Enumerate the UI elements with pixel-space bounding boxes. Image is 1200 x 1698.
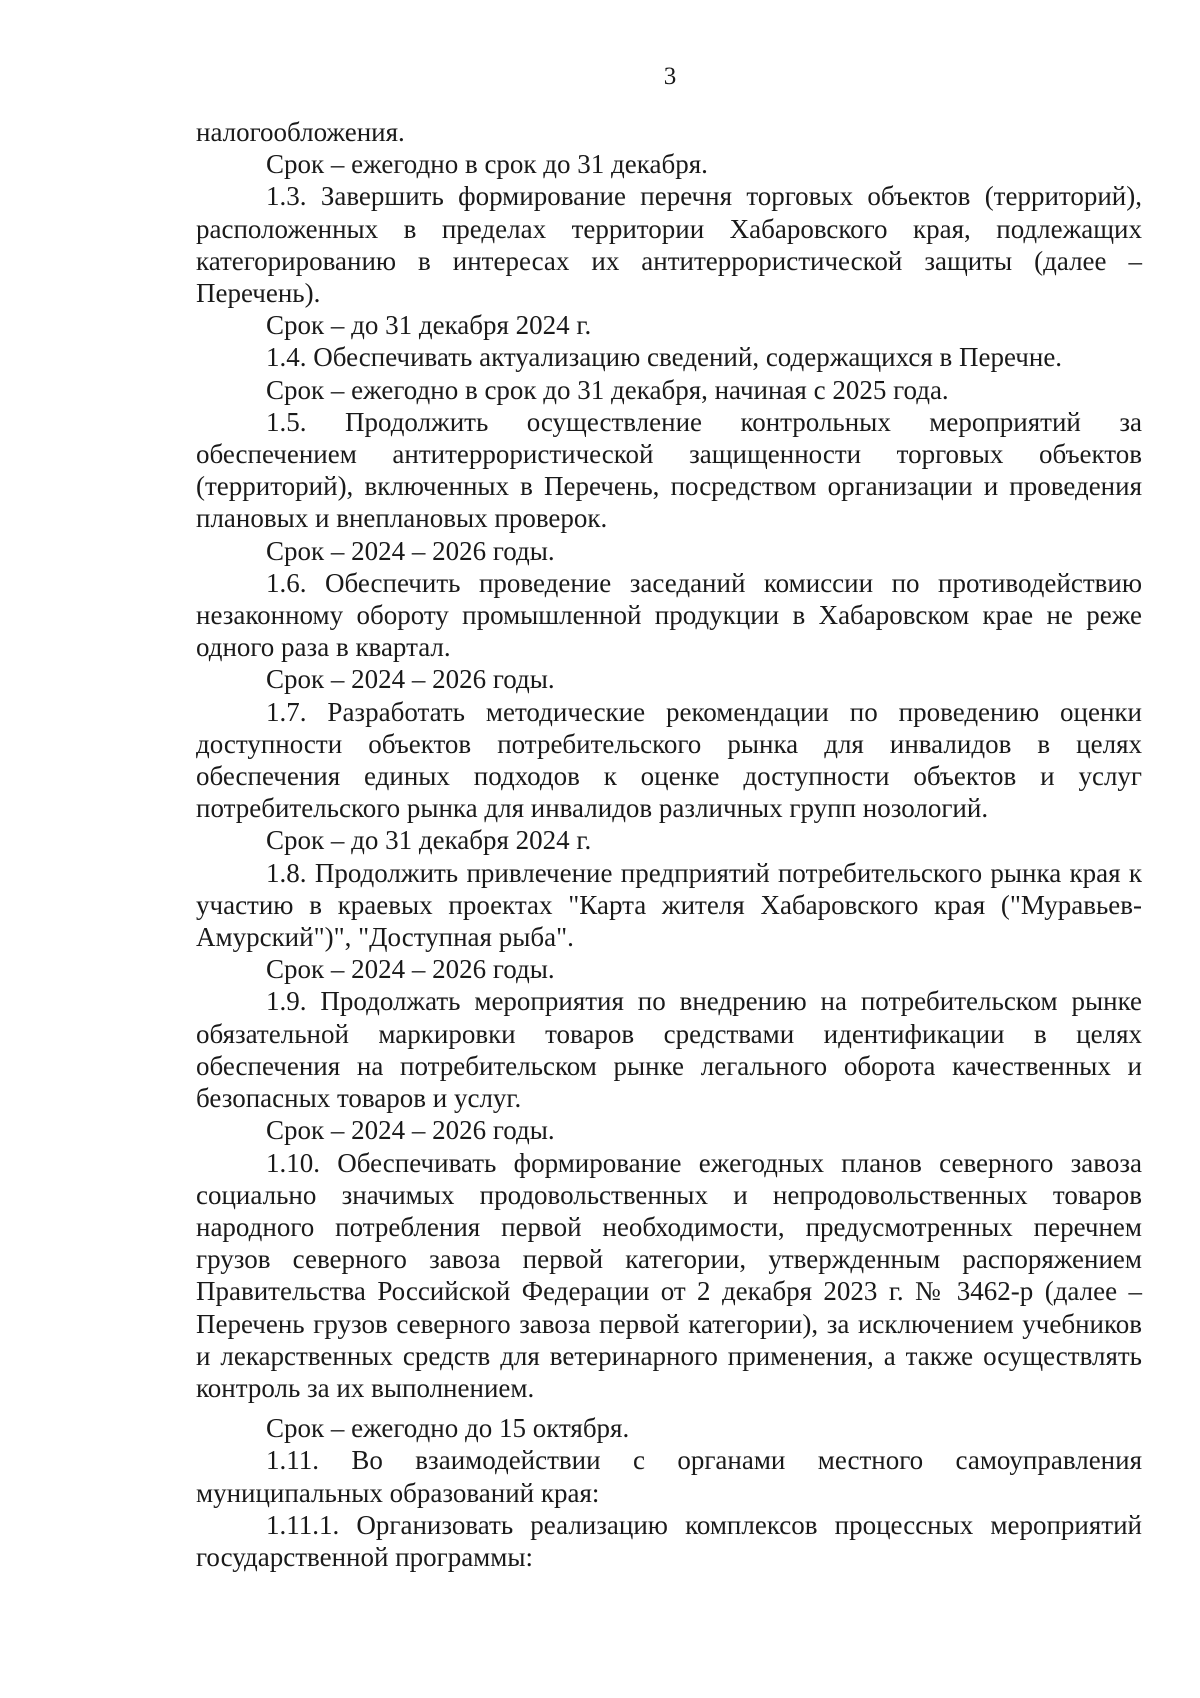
deadline-paragraph: Срок – ежегодно в срок до 31 декабря, начиная с 2025 года. [266,374,949,405]
item-1-11-1-paragraph: 1.11.1. Организовать реализацию комплексов процессных мероприятий государственной программы: [196,1509,1142,1572]
deadline-paragraph: Срок – до 31 декабря 2024 г. [266,310,592,341]
deadline-paragraph: Срок – 2024 – 2026 годы. [266,954,555,985]
deadline-paragraph: Срок – 2024 – 2026 годы. [266,664,555,695]
item-1-9-paragraph: 1.9. Продолжать мероприятия по внедрению на потребительском рынке обязательной маркировки товаров средствами идентификации в целях обеспечения на потребительском рынке легального оборота качественных и безопасных товаров и услуг. [196,986,1142,1114]
item-1-11-paragraph: 1.11. Во взаимодействии с органами местного самоуправления муниципальных образований края: [196,1445,1142,1508]
item-1-8-paragraph: 1.8. Продолжить привлечение предприятий потребительского рынка края к участию в краевых проектах "Карта жителя Хабаровского края ("Муравьев-Амурский")", "Доступная рыба". [196,857,1142,953]
document-body [196,116,1142,1573]
deadline-paragraph: Срок – 2024 – 2026 годы. [266,535,555,566]
deadline-paragraph: Срок – 2024 – 2026 годы. [266,1115,555,1146]
deadline-paragraph: Срок – ежегодно в срок до 31 декабря. [266,149,708,180]
item-1-10-paragraph: 1.10. Обеспечивать формирование ежегодных планов северного завоза социально значимых продовольственных и непродовольственных товаров народного потребления первой необходимости, предусмотренных перечнем грузов северного завоза первой категории, утвержденным распоряжением Правительства Российской Федерации от 2 декабря 2023 г. № 3462-р (далее – Перечень грузов северного завоза первой категории), за исключением учебников и лекарственных средств для ветеринарного применения, а также осуществлять контроль за их выполнением. [196,1147,1142,1403]
item-1-7-paragraph: 1.7. Разработать методические рекомендации по проведению оценки доступности объектов потребительского рынка для инвалидов в целях обеспечения единых подходов к оценке доступности объектов и услуг потребительского рынка для инвалидов различных групп нозологий. [196,696,1142,824]
paragraph-continuation: налогообложения. [196,117,405,147]
deadline-paragraph: Срок – ежегодно до 15 октября. [266,1413,630,1444]
item-1-3-paragraph: 1.3. Завершить формирование перечня торговых объектов (территорий), расположенных в пределах территории Хабаровского края, подлежащих категорированию в интересах их антитеррористической защиты (далее – Перечень). [196,181,1142,309]
deadline-paragraph: Срок – до 31 декабря 2024 г. [266,825,592,856]
item-1-5-paragraph: 1.5. Продолжить осуществление контрольных мероприятий за обеспечением антитеррористической защищенности торговых объектов (территорий), включенных в Перечень, посредством организации и проведения плановых и внеплановых проверок. [196,406,1142,534]
item-1-4-paragraph: 1.4. Обеспечивать актуализацию сведений, содержащихся в Перечне. [266,342,1063,373]
page-number: 3 [663,63,677,90]
item-1-6-paragraph: 1.6. Обеспечить проведение заседаний комиссии по противодействию незаконному обороту промышленной продукции в Хабаровском крае не реже одного раза в квартал. [196,567,1142,663]
